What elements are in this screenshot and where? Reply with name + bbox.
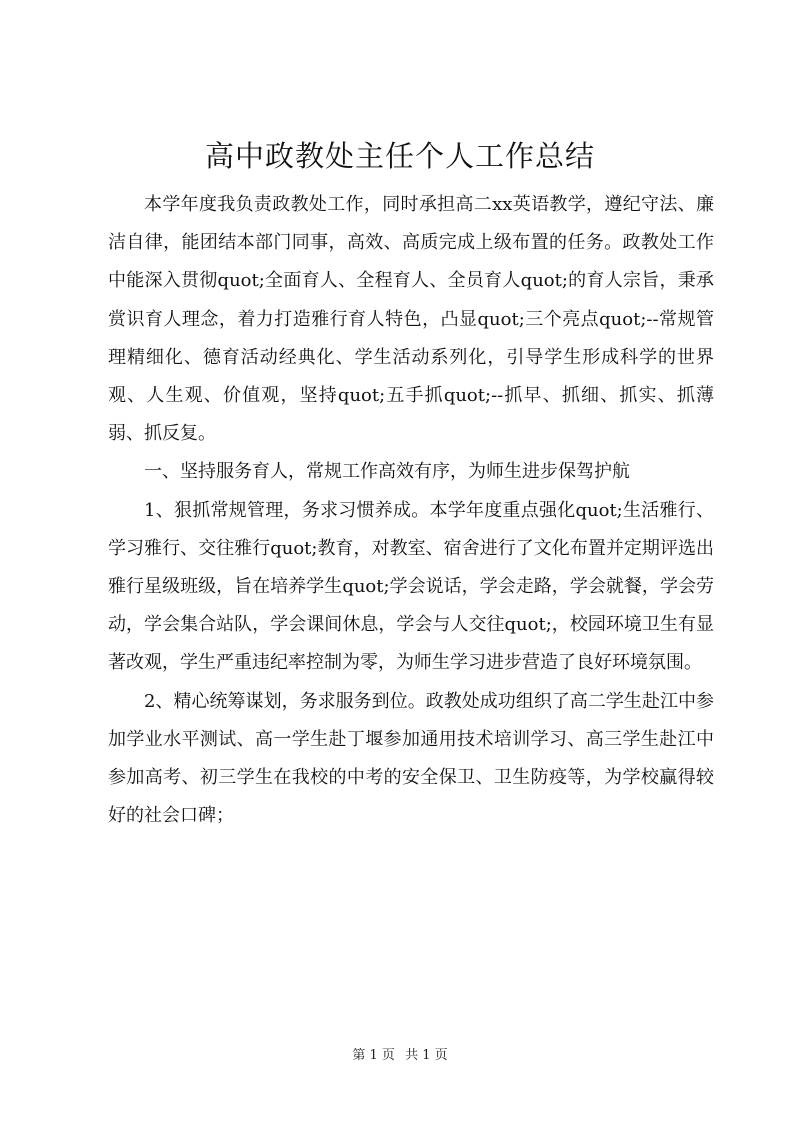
paragraph-intro: 本学年度我负责政教处工作，同时承担高二xx英语教学，遵纪守法、廉洁自律，能团结本部门同事，高效、高质完成上级布置的任务。政教处工作中能深入贯彻quot;全面育人、全程育人、全员育人quot;的育人宗旨，秉承赏识育人理念，着力打造雅行育人特色，凸显quot;三个亮点quot;--常规管理精细化、德育活动经典化、学生活动系列化，引导学生形成科学的世界观、人生观、价值观，坚持quot;五手抓quot;--抓早、抓细、抓实、抓薄弱、抓反复。 xyxy=(108,194,714,445)
paragraph-section-heading: 一、坚持服务育人，常规工作高效有序，为师生进步保驾护航 xyxy=(144,461,630,483)
document-body xyxy=(108,186,714,835)
page-title: 高中政教处主任个人工作总结 xyxy=(204,139,595,173)
page-footer xyxy=(0,1046,800,1066)
paragraph-item-1: 1、狠抓常规管理，务求习惯养成。本学年度重点强化quot;生活雅行、学习雅行、交往雅行quot;教育，对教室、宿舍进行了文化布置并定期评选出雅行星级班级，旨在培养学生quot;学会说话，学会走路，学会就餐，学会劳动，学会集合站队，学会课间休息，学会与人交往quot;，校园环境卫生有显著改观，学生严重违纪率控制为零，为师生学习进步营造了良好环境氛围。 xyxy=(108,499,714,674)
page-number-current: 第 1 页 xyxy=(352,1048,395,1063)
paragraph-item-2: 2、精心统筹谋划，务求服务到位。政教处成功组织了高二学生赴江中参加学业水平测试、高一学生赴丁堰参加通用技术培训学习、高三学生赴江中参加高考、初三学生在我校的中考的安全保卫、卫生防疫等，为学校赢得较好的社会口碑； xyxy=(108,690,714,827)
page-number-total: 共 1 页 xyxy=(405,1048,448,1063)
